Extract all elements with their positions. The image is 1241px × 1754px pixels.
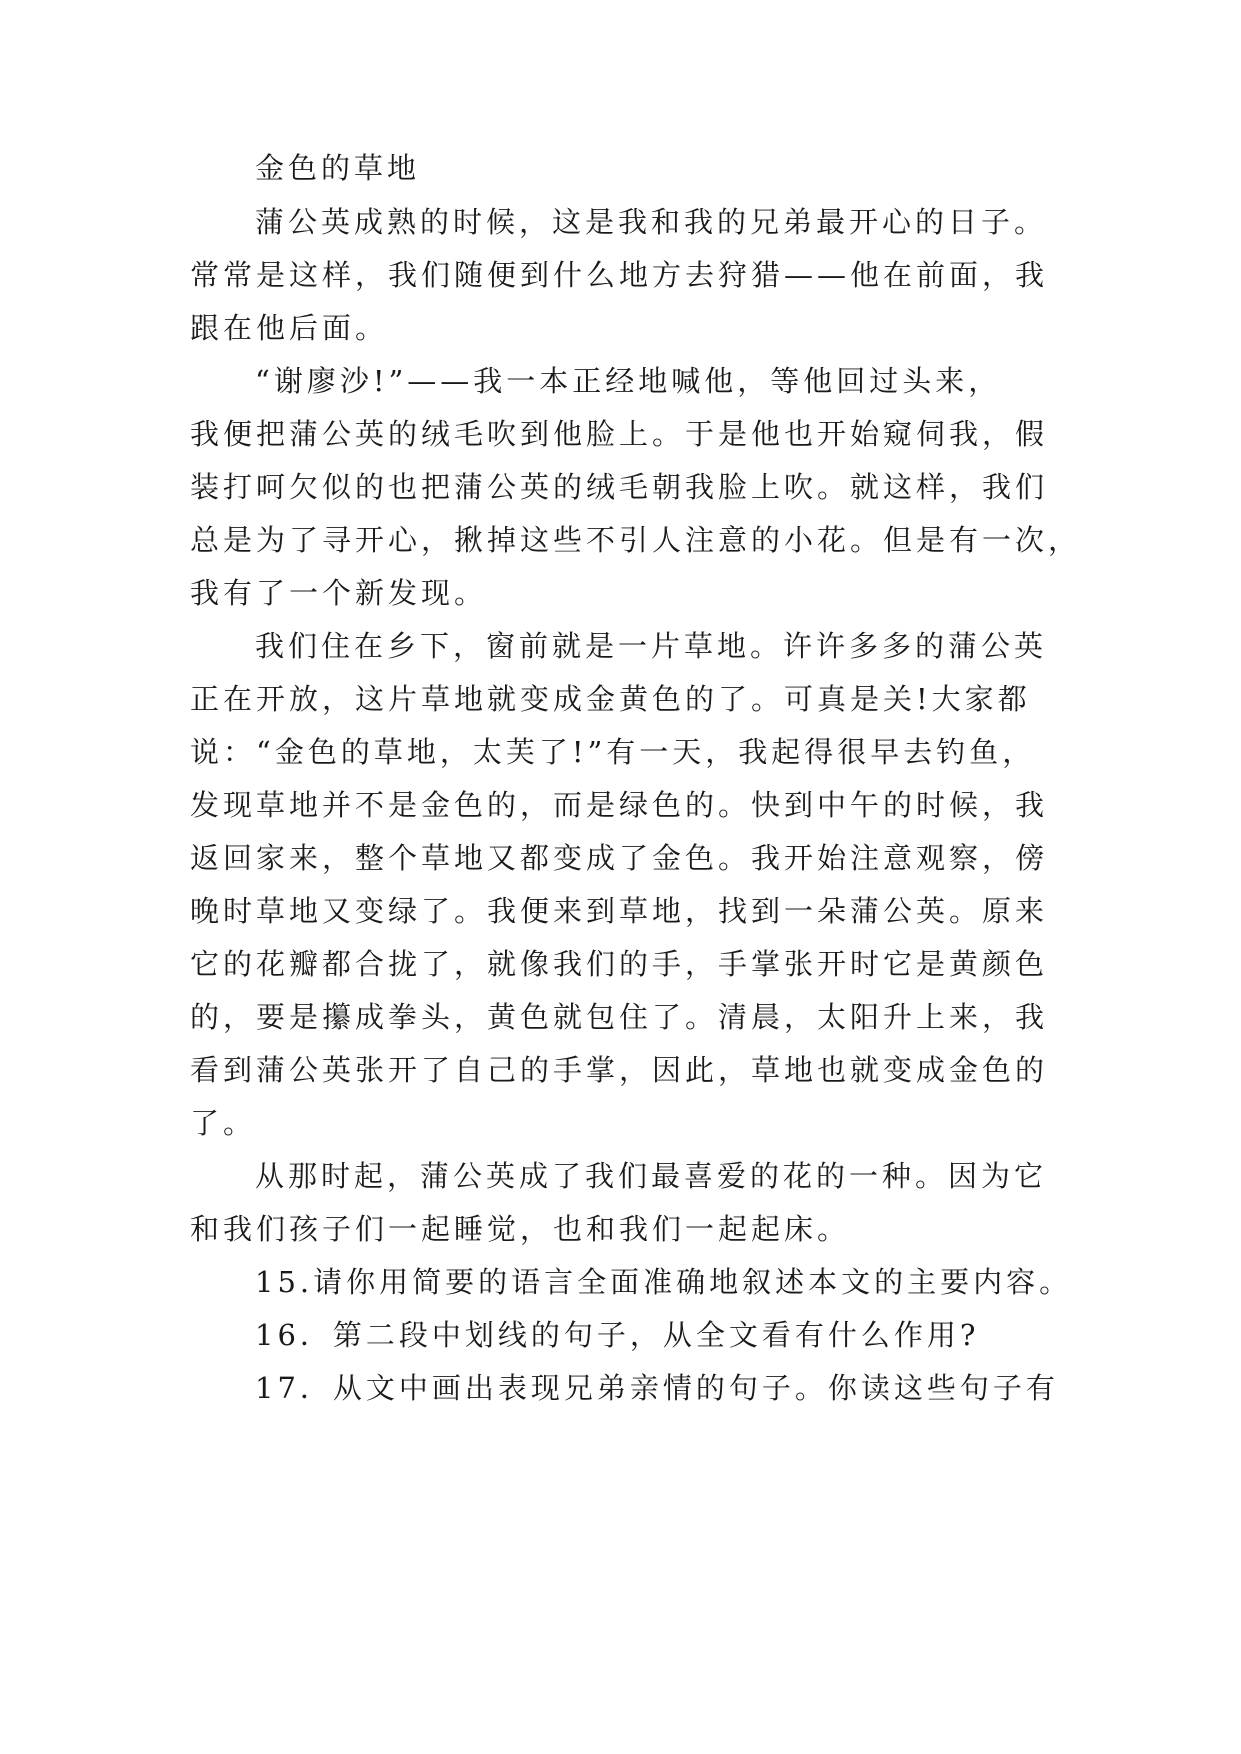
paragraph-line: 我便把蒲公英的绒毛吹到他脸上。于是他也开始窥伺我，假 bbox=[190, 417, 1049, 451]
paragraph-line: 从那时起，蒲公英成了我们最喜爱的花的一种。因为它 bbox=[255, 1159, 1048, 1193]
paragraph-line: 装打呵欠似的也把蒲公英的绒毛朝我脸上吹。就这样，我们 bbox=[190, 470, 1049, 504]
question-16: 16．第二段中划线的句子，从全文看有什么作用? bbox=[255, 1318, 980, 1352]
paragraph-line: 看到蒲公英张开了自己的手掌，因此，草地也就变成金色的 bbox=[190, 1053, 1049, 1087]
paragraph-line: 我们住在乡下，窗前就是一片草地。许许多多的蒲公英 bbox=[255, 629, 1048, 663]
paragraph-line: 我有了一个新发现。 bbox=[190, 576, 488, 610]
paragraph-line: 发现草地并不是金色的，而是绿色的。快到中午的时候，我 bbox=[190, 788, 1049, 822]
question-15: 15.请你用简要的语言全面准确地叙述本文的主要内容。 bbox=[255, 1265, 1073, 1299]
question-17: 17．从文中画出表现兄弟亲情的句子。你读这些句子有 bbox=[255, 1371, 1059, 1405]
paragraph-line: 常常是这样，我们随便到什么地方去狩猎——他在前面，我 bbox=[190, 258, 1049, 292]
paragraph-line: 正在开放，这片草地就变成金黄色的了。可真是关!大家都 bbox=[190, 682, 1031, 716]
paragraph-line: 蒲公英成熟的时候，这是我和我的兄弟最开心的日子。 bbox=[255, 205, 1048, 239]
paragraph-line: 晚时草地又变绿了。我便来到草地，找到一朵蒲公英。原来 bbox=[190, 894, 1049, 928]
document-title: 金色的草地 bbox=[255, 151, 421, 185]
paragraph-line: 它的花瓣都合拢了，就像我们的手，手掌张开时它是黄颜色 bbox=[190, 947, 1049, 981]
paragraph-line: 说：“金色的草地，太芙了!”有一天，我起得很早去钓鱼， bbox=[190, 735, 1036, 769]
paragraph-line: 了。 bbox=[190, 1106, 257, 1140]
paragraph-line: “谢廖沙!”——我一本正经地喊他，等他回过头来， bbox=[255, 364, 1002, 398]
paragraph-line: 的，要是攥成拳头，黄色就包住了。清晨，太阳升上来，我 bbox=[190, 1000, 1049, 1034]
paragraph-line: 总是为了寻开心，揪掉这些不引人注意的小花。但是有一次， bbox=[190, 523, 1082, 557]
paragraph-line: 返回家来，整个草地又都变成了金色。我开始注意观察，傍 bbox=[190, 841, 1049, 875]
paragraph-line: 跟在他后面。 bbox=[190, 311, 389, 345]
paragraph-line: 和我们孩子们一起睡觉，也和我们一起起床。 bbox=[190, 1212, 851, 1246]
